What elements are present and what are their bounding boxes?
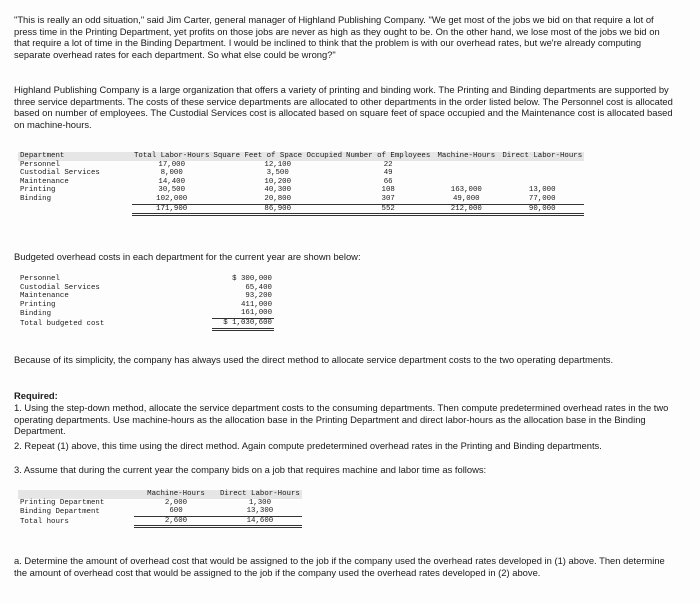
table-row: Binding 102,000 20,800 307 49,000 77,000 bbox=[18, 195, 584, 204]
requirement-2: 2. Repeat (1) above, this time using the direct method. Again compute predetermined overhead rates in the Printing and Binding departments. bbox=[14, 440, 602, 451]
required-heading: Required: bbox=[14, 390, 58, 401]
budget-intro: Budgeted overhead costs in each department for the current year are shown below: bbox=[14, 251, 361, 262]
col-header-machine-hours: Machine-Hours bbox=[134, 490, 218, 499]
table-total-row: 171,900 86,900 552 212,000 90,000 bbox=[18, 204, 584, 215]
table-row: Personnel 17,000 12,100 22 bbox=[20, 160, 393, 169]
col-header-direct-labor: Direct Labor-Hours bbox=[502, 152, 583, 160]
simplicity-note: Because of its simplicity, the company has always used the direct method to allocate service department costs to the two operating departments. bbox=[14, 354, 614, 365]
part-a: a. Determine the amount of overhead cost that would be assigned to the job if the company used the overhead rates developed in (1) above. Then determine the amount of overhead cost that would be assigned to the job if the company used the overhead rates developed in (2) above. bbox=[14, 555, 665, 578]
requirement-1: 1. Using the step-down method, allocate the service department costs to the consuming departments. Then compute predetermined overhead rates in the two operating departments. Use machine-hours as the allocation base in the Printing Department and direct labor-hours as the allocation base in the Binding Department. bbox=[14, 402, 669, 437]
table-row: Binding Department 600 13,300 bbox=[18, 507, 302, 516]
table-total-row bbox=[18, 318, 274, 329]
table-row: Custodial Services 8,000 3,500 49 bbox=[20, 169, 393, 178]
col-header-direct-labor: Direct Labor-Hours bbox=[220, 490, 300, 498]
col-header-department: Department bbox=[18, 152, 132, 161]
table-row: Maintenance 93,200 bbox=[20, 292, 272, 301]
table-row: Personnel $ 300,000 bbox=[20, 275, 272, 283]
job-hours-table bbox=[18, 490, 302, 528]
intro-quote: "This is really an odd situation," said Jim Carter, general manager of Highland Publishing Company. "We get most of the jobs we bid on that require a lot of press time in the Printing Department, yet profits on those jobs are never as high as they ought to be. On the other hand, we lose most of the jobs we bid on that require a lot of time in the Binding Department. I would be inclined to think that the problem is with our overhead rates, but we're already computing separate overhead rates for each department. So what else could be wrong?" bbox=[14, 14, 660, 60]
col-header-machine-hours: Machine-Hours bbox=[432, 152, 500, 161]
company-description: Highland Publishing Company is a large organization that offers a variety of printing and binding work. The Printing and Binding departments are supported by three service departments. The costs of these service departments are allocated to other departments in the order listed below. The Personnel cost is allocated based on number of employees. The Custodial Services cost is allocated based on square feet of space occupied and the Maintenance cost is allocated based on machine-hours. bbox=[14, 84, 673, 130]
table-row: Printing Department 2,000 1,300 bbox=[20, 498, 272, 507]
total-budgeted-value: $ 1,030,600 bbox=[212, 318, 274, 329]
table-row: Printing 411,000 bbox=[20, 300, 272, 309]
requirement-3: 3. Assume that during the current year the company bids on a job that requires machine and labor time as follows: bbox=[14, 464, 487, 475]
table-row: Binding 161,000 bbox=[20, 309, 272, 318]
total-budgeted-label: Total budgeted cost bbox=[20, 320, 105, 329]
budget-table bbox=[18, 275, 274, 331]
col-header-square-feet: Square Feet of Space Occupied bbox=[213, 152, 343, 160]
table-row: Printing 30,500 40,300 108 163,000 13,000 bbox=[20, 186, 556, 195]
table-row: Custodial Services 65,400 bbox=[20, 283, 272, 292]
col-header-employees: Number of Employees bbox=[346, 152, 431, 160]
col-header-labor-hours: Total Labor-Hours bbox=[134, 152, 210, 160]
table-total-row: Total hours 2,600 14,600 bbox=[18, 516, 302, 527]
department-table bbox=[18, 152, 584, 216]
table-row: Maintenance 14,400 10,200 66 bbox=[20, 177, 393, 186]
